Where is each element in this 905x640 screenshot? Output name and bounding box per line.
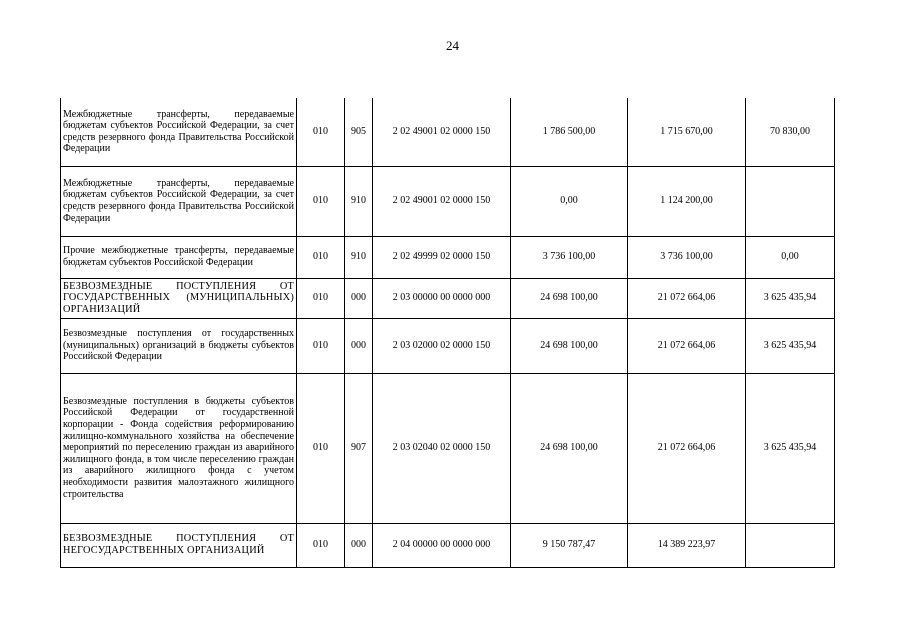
page-number: 24 xyxy=(446,38,459,53)
table-row xyxy=(61,98,835,166)
row-admin-code: 010 xyxy=(297,523,345,567)
row-name: БЕЗВОЗМЕЗДНЫЕ ПОСТУПЛЕНИЯ ОТ НЕГОСУДАРСТВЕННЫХ ОРГАНИЗАЦИЙ xyxy=(61,523,297,567)
row-rest-amount xyxy=(746,523,835,567)
row-plan-amount: 0,00 xyxy=(511,166,628,236)
row-chief-code: 000 xyxy=(345,318,373,373)
row-name: Прочие межбюджетные трансферты, передаваемые бюджетам субъектов Российской Федерации xyxy=(61,236,297,278)
row-fact-amount: 1 715 670,00 xyxy=(628,98,746,166)
row-name: БЕЗВОЗМЕЗДНЫЕ ПОСТУПЛЕНИЯ ОТ ГОСУДАРСТВЕННЫХ (МУНИЦИПАЛЬНЫХ) ОРГАНИЗАЦИЙ xyxy=(61,278,297,318)
row-fact-amount: 21 072 664,06 xyxy=(628,278,746,318)
row-plan-amount: 24 698 100,00 xyxy=(511,318,628,373)
row-budget-code: 2 03 02000 02 0000 150 xyxy=(373,318,511,373)
revenue-table xyxy=(60,98,835,568)
row-fact-amount: 3 736 100,00 xyxy=(628,236,746,278)
table-row xyxy=(61,278,835,318)
row-plan-amount: 24 698 100,00 xyxy=(511,278,628,318)
row-budget-code: 2 02 49999 02 0000 150 xyxy=(373,236,511,278)
row-chief-code: 905 xyxy=(345,98,373,166)
row-fact-amount: 21 072 664,06 xyxy=(628,318,746,373)
row-rest-amount: 70 830,00 xyxy=(746,98,835,166)
row-chief-code: 910 xyxy=(345,236,373,278)
row-name: Безвозмездные поступления от государственных (муниципальных) организаций в бюджеты субъектов Российской Федерации xyxy=(61,318,297,373)
row-rest-amount: 3 625 435,94 xyxy=(746,373,835,523)
row-plan-amount: 3 736 100,00 xyxy=(511,236,628,278)
row-rest-amount xyxy=(746,166,835,236)
row-admin-code: 010 xyxy=(297,318,345,373)
row-rest-amount: 3 625 435,94 xyxy=(746,278,835,318)
row-admin-code: 010 xyxy=(297,278,345,318)
row-budget-code: 2 02 49001 02 0000 150 xyxy=(373,98,511,166)
row-admin-code: 010 xyxy=(297,236,345,278)
row-budget-code: 2 03 02040 02 0000 150 xyxy=(373,373,511,523)
row-plan-amount: 24 698 100,00 xyxy=(511,373,628,523)
table-row xyxy=(61,166,835,236)
row-budget-code: 2 02 49001 02 0000 150 xyxy=(373,166,511,236)
row-budget-code: 2 03 00000 00 0000 000 xyxy=(373,278,511,318)
row-fact-amount: 14 389 223,97 xyxy=(628,523,746,567)
row-name: Межбюджетные трансферты, передаваемые бюджетам субъектов Российской Федерации, за счет средств резервного фонда Правительства Российской Федерации xyxy=(61,166,297,236)
row-plan-amount: 1 786 500,00 xyxy=(511,98,628,166)
table-row xyxy=(61,523,835,567)
row-chief-code: 000 xyxy=(345,523,373,567)
row-budget-code: 2 04 00000 00 0000 000 xyxy=(373,523,511,567)
row-fact-amount: 1 124 200,00 xyxy=(628,166,746,236)
table-row xyxy=(61,318,835,373)
row-admin-code: 010 xyxy=(297,98,345,166)
row-chief-code: 000 xyxy=(345,278,373,318)
table-row xyxy=(61,373,835,523)
row-fact-amount: 21 072 664,06 xyxy=(628,373,746,523)
row-name: Безвозмездные поступления в бюджеты субъектов Российской Федерации от государственной корпорации - Фонда содействия реформированию жилищно-коммунального хозяйства на обеспечение мероприятий по переселению граждан из аварийного жилищного фонда, в том числе переселению граждан из аварийного жилищного фонда с учетом необходимости развития малоэтажного жилищного строительства xyxy=(61,373,297,523)
row-chief-code: 910 xyxy=(345,166,373,236)
row-name: Межбюджетные трансферты, передаваемые бюджетам субъектов Российской Федерации, за счет средств резервного фонда Правительства Российской Федерации xyxy=(61,98,297,166)
row-rest-amount: 3 625 435,94 xyxy=(746,318,835,373)
row-chief-code: 907 xyxy=(345,373,373,523)
row-admin-code: 010 xyxy=(297,373,345,523)
row-rest-amount: 0,00 xyxy=(746,236,835,278)
row-plan-amount: 9 150 787,47 xyxy=(511,523,628,567)
row-admin-code: 010 xyxy=(297,166,345,236)
table-row xyxy=(61,236,835,278)
